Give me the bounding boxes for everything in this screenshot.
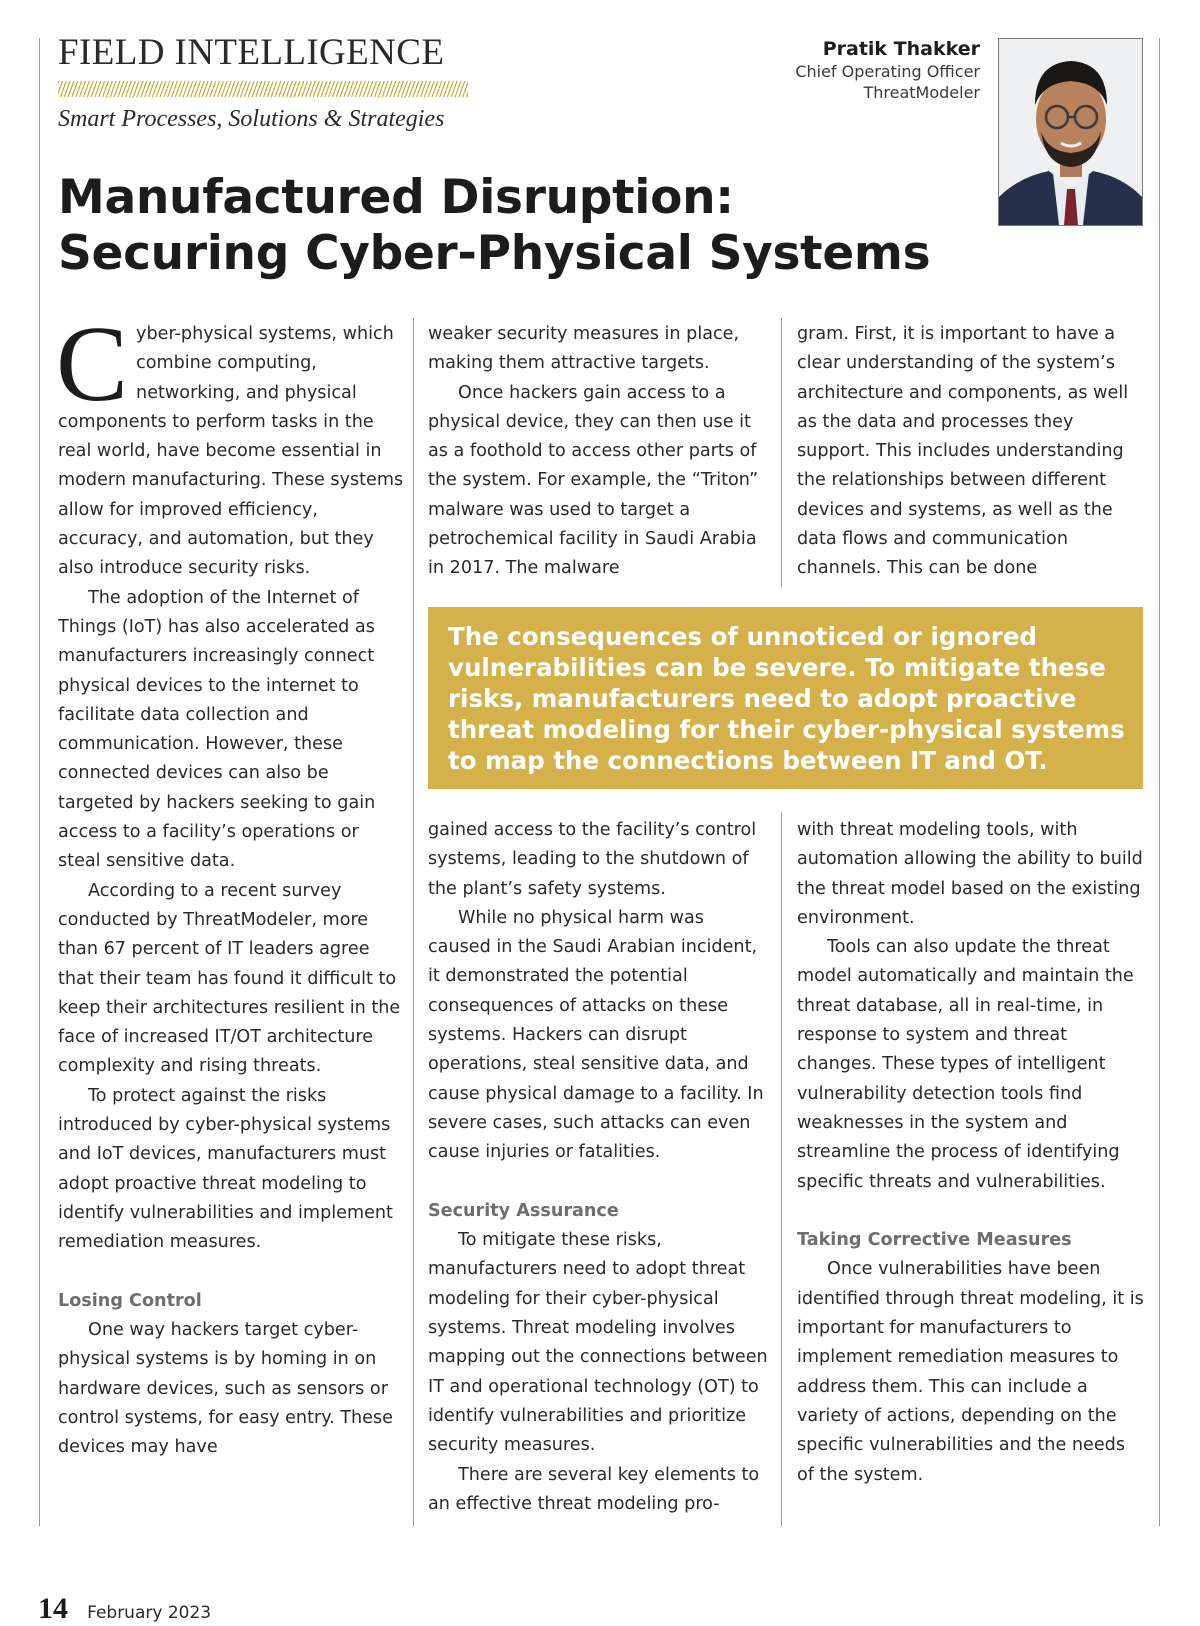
author-byline [795, 37, 980, 103]
paragraph: Tools can also update the threat model automatically and maintain the threat database, all in real-time, in response to system and threat changes. These types of intelligent vulnerability detection tools find weaknesses in the system and streamline the process of identifying specific threats and vulnerabilities. [797, 937, 1134, 1192]
column-rule-3 [781, 812, 782, 1526]
issue-date: February 2023 [87, 1603, 212, 1623]
paragraph: with threat modeling tools, with automation allowing the ability to build the threat model based on the existing environment. [797, 820, 1143, 928]
subhead-losing-control: Losing Control [58, 1290, 202, 1311]
paragraph: gram. First, it is important to have a clear understanding of the system’s architecture and components, as well as the data and processes they support. This includes understanding the relationships between different devices and systems, as well as the data flows and communication channels. This can be done [797, 324, 1129, 579]
article-column-2-bottom [428, 816, 770, 1519]
author-name: Pratik Thakker [822, 38, 980, 60]
page-footer [38, 1592, 211, 1626]
author-organization: ThreatModeler [863, 83, 980, 102]
paragraph: weaker security measures in place, making them attractive targets. [428, 324, 740, 374]
section-header [58, 34, 478, 133]
paragraph: To protect against the risks introduced by cyber-physical systems and IoT devices, manufacturers must adopt proactive threat modeling to identify vulnerabilities and implement remediation measures. [58, 1085, 393, 1253]
paragraph: Once vulnerabilities have been identified through threat modeling, it is important for manufacturers to implement remediation measures to address them. This can include a variety of actions, depending on the specific vulnerabilities and the needs of the system. [797, 1259, 1144, 1485]
subhead-taking-corrective-measures: Taking Corrective Measures [797, 1230, 1072, 1251]
drop-cap: C [56, 305, 129, 424]
author-photo [998, 38, 1143, 226]
paragraph: Once hackers gain access to a physical device, they can then use it as a foothold to access other parts of the system. For example, the “Triton” malware was used to target a petrochemical facility in Saudi Arabia in 2017. The malware [428, 382, 759, 579]
paragraph: There are several key elements to an effective threat modeling pro- [428, 1464, 760, 1514]
paragraph: gained access to the facility’s control systems, leading to the shutdown of the plant’s safety systems. [428, 820, 757, 899]
article-column-3-bottom [797, 816, 1145, 1490]
headline-line-1: Manufactured Disruption: [58, 170, 734, 225]
left-margin-rule [39, 38, 40, 1526]
paragraph [56, 305, 405, 584]
pull-quote-text: The consequences of unnoticed or ignored vulnerabilities can be severe. To mitigate these risks, manufacturers need to adopt proactive threat modeling for their cyber-physical systems to map the connections between IT and OT. [448, 622, 1125, 775]
column-rule-1 [413, 318, 414, 1526]
column-rule-2 [781, 318, 782, 587]
subhead-security-assurance: Security Assurance [428, 1200, 619, 1221]
author-role: Chief Operating Officer [795, 62, 980, 81]
right-margin-rule [1159, 38, 1160, 1526]
section-hatch-rule [58, 81, 468, 97]
paragraph: To mitigate these risks, manufacturers need to adopt threat modeling for their cyber-physical systems. Threat modeling involves mapping out the connections between IT and operational technology (OT) to identify vulnerabilities and prioritize security measures. [428, 1230, 768, 1456]
article-column-1 [56, 305, 405, 1463]
paragraph: The adoption of the Internet of Things (IoT) has also accelerated as manufacturers increasingly connect physical devices to the internet to facilitate data collection and communication. However, these connected devices can also be targeted by hackers seeking to gain access to a facility’s operations or steal sensitive data. [58, 587, 376, 872]
section-tagline: Smart Processes, Solutions & Strategies [58, 106, 445, 132]
paragraph: According to a recent survey conducted by ThreatModeler, more than 67 percent of IT leaders agree that their team has found it difficult to keep their architectures resilient in the face of increased IT/OT architecture complexity and rising threats. [58, 880, 401, 1077]
article-headline [58, 170, 958, 282]
article-column-3-top [797, 320, 1145, 584]
headline-line-2: Securing Cyber-Physical Systems [58, 226, 931, 281]
paragraph-text: yber-physical systems, which combine computing, networking, and physical components to perform tasks in the real world, have become essential in modern manufacturing. These systems allow for improved efficiency, accuracy, and automation, but they also introduce security risks. [58, 324, 404, 579]
page-number: 14 [38, 1592, 68, 1625]
article-column-2-top [428, 320, 770, 584]
section-name: FIELD INTELLIGENCE [58, 32, 445, 73]
paragraph: One way hackers target cyber-physical systems is by homing in on hardware devices, such as sensors or control systems, for easy entry. These devices may have [58, 1320, 394, 1458]
author-portrait-icon [999, 39, 1142, 225]
pull-quote [428, 607, 1143, 789]
paragraph: While no physical harm was caused in the Saudi Arabian incident, it demonstrated the potential consequences of attacks on these systems. Hackers can disrupt operations, steal sensitive data, and cause physical damage to a facility. In severe cases, such attacks can even cause injuries or fatalities. [428, 907, 764, 1163]
